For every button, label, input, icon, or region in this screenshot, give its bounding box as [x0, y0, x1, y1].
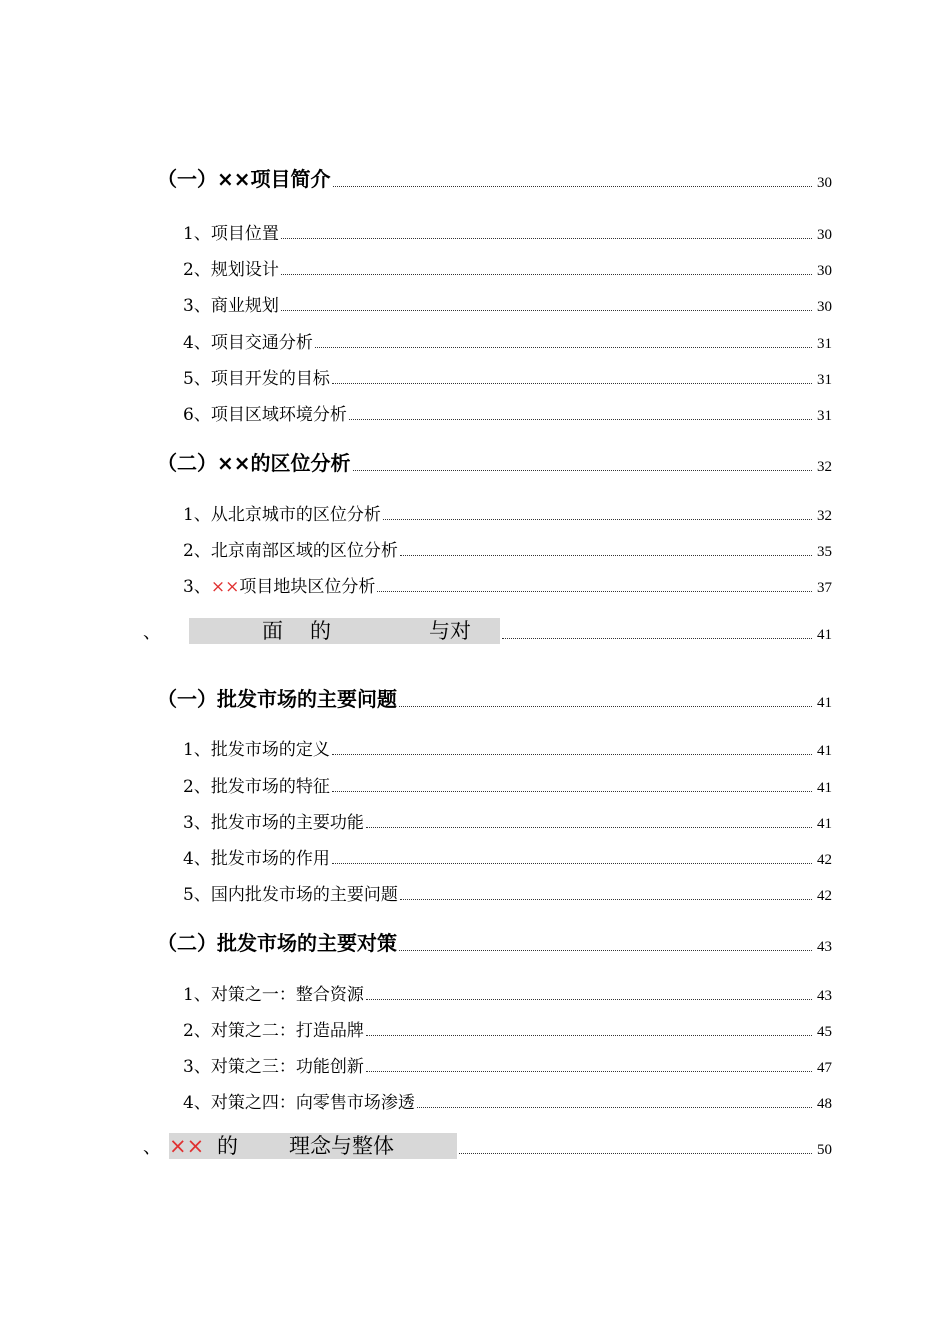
toc-entry-title: 3、××项目地块区位分析: [183, 577, 376, 597]
toc-page-number: 43: [817, 988, 832, 1004]
toc-entry-title: [143, 1133, 457, 1159]
toc-entry-title: 1、批发市场的定义: [183, 740, 330, 760]
toc-leader-dots: [366, 827, 812, 828]
toc-page-number: 47: [817, 1060, 832, 1076]
toc-entry-title: 2、北京南部区域的区位分析: [183, 541, 398, 561]
toc-entry-subsection[interactable]: [183, 364, 832, 389]
toc-entry-subsection[interactable]: [183, 1052, 832, 1077]
toc-entry-title: （一）××项目简介: [157, 167, 331, 191]
toc-entry-title: 3、商业规划: [183, 296, 279, 316]
toc-entry-subsection[interactable]: [183, 536, 832, 561]
toc-leader-dots: [332, 863, 812, 864]
toc-entry-section[interactable]: [157, 163, 832, 192]
toc-page-number: 32: [817, 459, 832, 475]
toc-leader-dots: [366, 999, 812, 1000]
toc-page-number: 31: [817, 408, 832, 424]
toc-page-number: 35: [817, 544, 832, 560]
toc-leader-dots: [333, 186, 812, 187]
toc-page-number: 41: [817, 780, 832, 796]
toc-leader-dots: [315, 347, 812, 348]
toc-entry-chapter[interactable]: [143, 1133, 832, 1159]
toc-leader-dots: [366, 1035, 812, 1036]
toc-page-number: 37: [817, 580, 832, 596]
toc-entry-title: （二）××的区位分析: [157, 451, 351, 475]
toc-leader-dots: [383, 519, 812, 520]
toc-leader-dots: [281, 310, 812, 311]
toc-entry-subsection[interactable]: [183, 772, 832, 797]
redacted-name-mark: ××: [210, 577, 240, 597]
toc-entry-subsection[interactable]: [183, 400, 832, 425]
toc-entry-section[interactable]: [157, 683, 832, 712]
toc-leader-dots: [332, 754, 812, 755]
toc-leader-dots: [502, 638, 812, 639]
toc-entry-subsection[interactable]: [183, 880, 832, 905]
toc-entry-title: 1、项目位置: [183, 224, 279, 244]
toc-leader-dots: [332, 383, 812, 384]
toc-leader-dots: [332, 791, 812, 792]
toc-page-number: 31: [817, 336, 832, 352]
toc-entry-subsection[interactable]: [183, 572, 832, 597]
toc-leader-dots: [281, 274, 812, 275]
toc-entry-title: 2、对策之二：打造品牌: [183, 1021, 364, 1041]
toc-entry-section[interactable]: [157, 927, 832, 956]
toc-entry-subsection[interactable]: [183, 328, 832, 353]
toc-entry-subsection[interactable]: [183, 735, 832, 760]
toc-page-number: 42: [817, 888, 832, 904]
toc-page-number: 30: [817, 299, 832, 315]
toc-entry-subsection[interactable]: [183, 1016, 832, 1041]
toc-leader-dots: [417, 1107, 812, 1108]
highlighted-heading: ×× 的 理念与整体: [169, 1133, 457, 1159]
toc-leader-dots: [349, 419, 812, 420]
toc-page-number: 41: [817, 743, 832, 759]
toc-page-number: 30: [817, 175, 832, 191]
toc-entry-subsection[interactable]: [183, 500, 832, 525]
toc-leader-dots: [400, 555, 812, 556]
toc-leader-dots: [399, 950, 812, 951]
toc-leader-dots: [400, 899, 812, 900]
toc-page-number: 43: [817, 939, 832, 955]
toc-leader-dots: [399, 706, 812, 707]
toc-page-number: 41: [817, 627, 832, 643]
chapter-enum-mark: 、: [143, 1137, 161, 1158]
toc-entry-subsection[interactable]: [183, 980, 832, 1005]
toc-leader-dots: [377, 591, 812, 592]
toc-page-number: 41: [817, 695, 832, 711]
toc-entry-subsection[interactable]: [183, 844, 832, 869]
toc-entry-subsection[interactable]: [183, 255, 832, 280]
toc-entry-title: 4、批发市场的作用: [183, 849, 330, 869]
toc-entry-title: （一）批发市场的主要问题: [157, 687, 397, 711]
toc-entry-title: 4、对策之四：向零售市场渗透: [183, 1093, 415, 1113]
toc-entry-title: 3、批发市场的主要功能: [183, 813, 364, 833]
toc-page-number: 50: [817, 1142, 832, 1158]
toc-entry-title: 5、项目开发的目标: [183, 369, 330, 389]
toc-entry-subsection[interactable]: [183, 291, 832, 316]
toc-entry-title: 6、项目区域环境分析: [183, 405, 347, 425]
highlighted-heading: 面 的 与对: [189, 618, 500, 644]
toc-entry-title: 3、对策之三：功能创新: [183, 1057, 364, 1077]
toc-entry-title: 1、对策之一：整合资源: [183, 985, 364, 1005]
toc-page-number: 42: [817, 852, 832, 868]
chapter-enum-mark: 、: [143, 622, 161, 643]
toc-page-number: 30: [817, 227, 832, 243]
toc-leader-dots: [281, 238, 812, 239]
toc-page-number: 32: [817, 508, 832, 524]
redacted-name-mark: ××: [169, 1134, 205, 1158]
toc-entry-chapter[interactable]: [143, 618, 832, 644]
toc-entry-subsection[interactable]: [183, 219, 832, 244]
toc-page-number: 45: [817, 1024, 832, 1040]
toc-entry-subsection[interactable]: [183, 808, 832, 833]
toc-entry-title: [143, 618, 500, 644]
toc-page-number: 31: [817, 372, 832, 388]
toc-entry-title: 1、从北京城市的区位分析: [183, 505, 381, 525]
toc-entry-title: 4、项目交通分析: [183, 333, 313, 353]
toc-leader-dots: [353, 470, 812, 471]
toc-entry-section[interactable]: [157, 447, 832, 476]
toc-page-number: 48: [817, 1096, 832, 1112]
toc-entry-title: 2、批发市场的特征: [183, 777, 330, 797]
toc-leader-dots: [459, 1153, 812, 1154]
toc-entry-title: 5、国内批发市场的主要问题: [183, 885, 398, 905]
toc-entry-subsection[interactable]: [183, 1088, 832, 1113]
toc-entry-title: 2、规划设计: [183, 260, 279, 280]
toc-leader-dots: [366, 1071, 812, 1072]
toc-entry-title: （二）批发市场的主要对策: [157, 931, 397, 955]
toc-page-number: 41: [817, 816, 832, 832]
toc-page-number: 30: [817, 263, 832, 279]
